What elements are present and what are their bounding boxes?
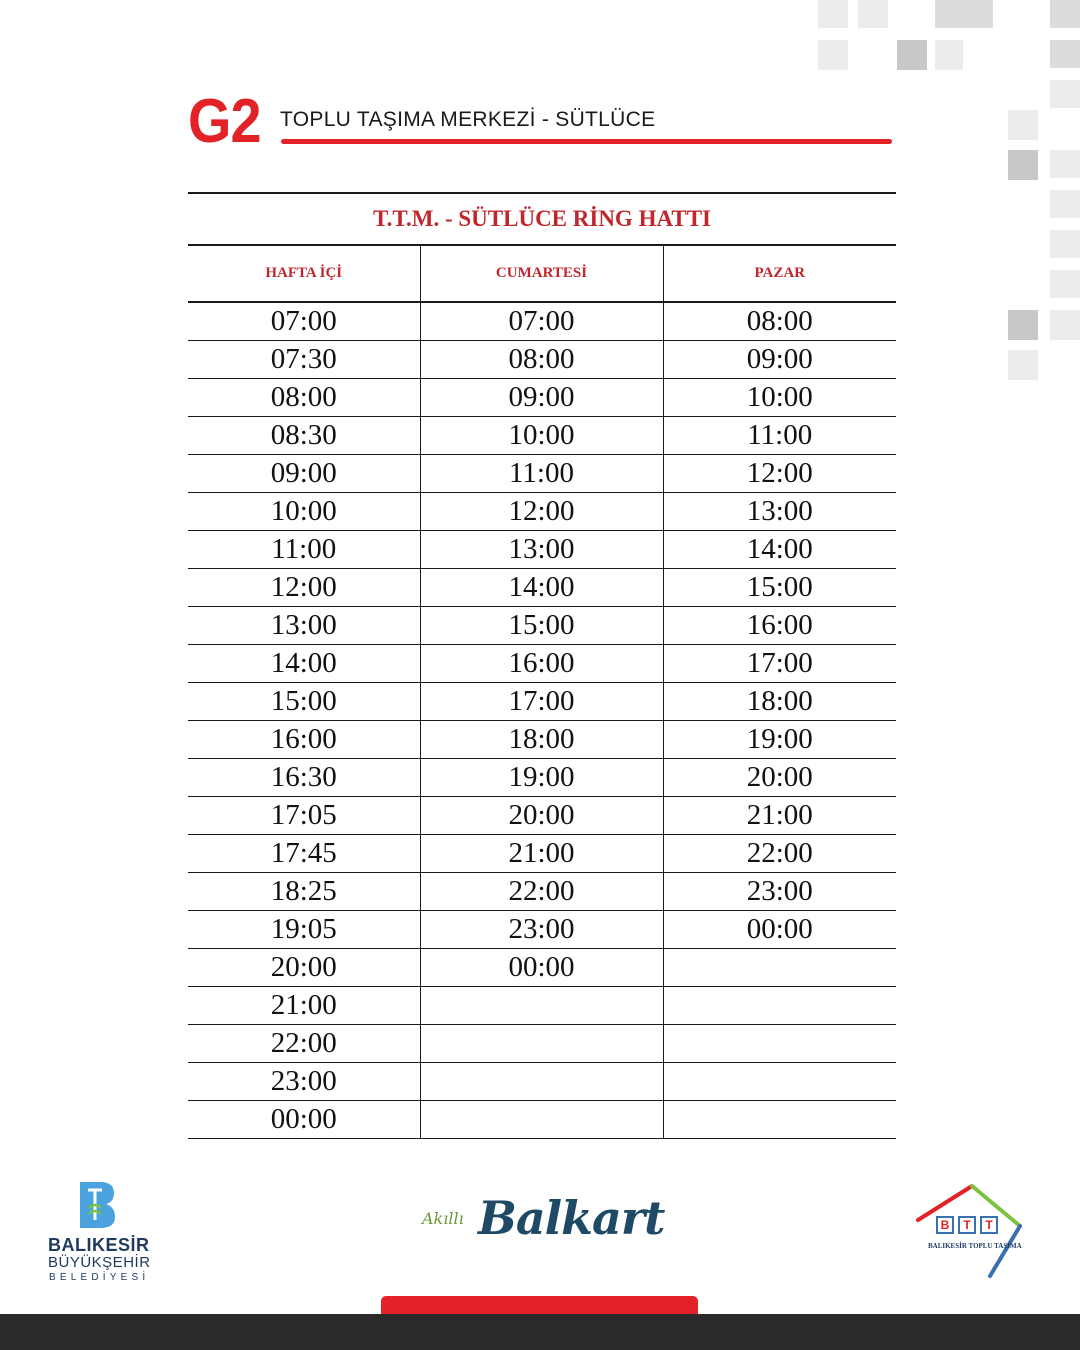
saturday-time: 23:00 <box>420 911 663 949</box>
weekday-time: 16:00 <box>188 721 420 759</box>
weekday-time: 15:00 <box>188 683 420 721</box>
btt-logo <box>912 1180 1027 1280</box>
schedule-row <box>188 873 896 911</box>
bb-logo-line2: BÜYÜKŞEHİR <box>48 1254 151 1271</box>
saturday-time: 10:00 <box>420 417 663 455</box>
bb-logo-line1: BALIKESİR <box>48 1235 150 1255</box>
sunday-time: 08:00 <box>663 302 896 341</box>
sunday-time: 20:00 <box>663 759 896 797</box>
schedule-row <box>188 607 896 645</box>
sunday-time: 00:00 <box>663 911 896 949</box>
balkart-logo-big: Balkart <box>478 1191 665 1245</box>
balikesir-buyuksehir-logo <box>48 1180 158 1290</box>
weekday-time: 17:45 <box>188 835 420 873</box>
schedule-row <box>188 1101 896 1139</box>
schedule-row <box>188 797 896 835</box>
saturday-time: 21:00 <box>420 835 663 873</box>
schedule-row <box>188 949 896 987</box>
schedule-table-container <box>188 192 896 1139</box>
weekday-time: 11:00 <box>188 531 420 569</box>
column-header-sunday: PAZAR <box>663 246 896 302</box>
weekday-time: 08:30 <box>188 417 420 455</box>
btt-letter: T <box>958 1216 976 1234</box>
saturday-time <box>420 1025 663 1063</box>
saturday-time: 19:00 <box>420 759 663 797</box>
schedule-row <box>188 379 896 417</box>
schedule-row <box>188 683 896 721</box>
weekday-time: 21:00 <box>188 987 420 1025</box>
schedule-row <box>188 987 896 1025</box>
footer-bar <box>0 1314 1080 1350</box>
saturday-time: 14:00 <box>420 569 663 607</box>
weekday-time: 12:00 <box>188 569 420 607</box>
weekday-time: 00:00 <box>188 1101 420 1139</box>
schedule-row <box>188 417 896 455</box>
akilli-balkart-logo <box>420 1191 670 1265</box>
saturday-time: 20:00 <box>420 797 663 835</box>
sunday-time: 23:00 <box>663 873 896 911</box>
saturday-time: 16:00 <box>420 645 663 683</box>
sunday-time: 18:00 <box>663 683 896 721</box>
sunday-time: 17:00 <box>663 645 896 683</box>
sunday-time: 09:00 <box>663 341 896 379</box>
schedule-row <box>188 759 896 797</box>
schedule-row <box>188 1025 896 1063</box>
saturday-time: 09:00 <box>420 379 663 417</box>
route-header <box>188 87 894 156</box>
weekday-time: 07:30 <box>188 341 420 379</box>
schedule-title: T.T.M. - SÜTLÜCE RİNG HATTI <box>188 192 896 246</box>
bb-logo-line3: BELEDİYESİ <box>49 1272 150 1283</box>
schedule-row <box>188 455 896 493</box>
saturday-time: 15:00 <box>420 607 663 645</box>
schedule-row <box>188 569 896 607</box>
sunday-time <box>663 1063 896 1101</box>
schedule-row <box>188 835 896 873</box>
saturday-time: 17:00 <box>420 683 663 721</box>
sunday-time <box>663 949 896 987</box>
btt-letter: B <box>936 1216 954 1234</box>
route-code: G2 <box>188 87 261 156</box>
column-header-weekday: HAFTA İÇİ <box>188 246 420 302</box>
weekday-time: 10:00 <box>188 493 420 531</box>
saturday-time <box>420 1063 663 1101</box>
weekday-time: 14:00 <box>188 645 420 683</box>
weekday-time: 08:00 <box>188 379 420 417</box>
schedule-row <box>188 493 896 531</box>
column-header-saturday: CUMARTESİ <box>420 246 663 302</box>
schedule-row <box>188 1063 896 1101</box>
schedule-row <box>188 531 896 569</box>
sunday-time <box>663 1101 896 1139</box>
balkart-logo-small: Akıllı <box>422 1209 464 1228</box>
weekday-time: 20:00 <box>188 949 420 987</box>
sunday-time <box>663 987 896 1025</box>
schedule-table <box>188 246 896 1139</box>
sunday-time: 10:00 <box>663 379 896 417</box>
footer-red-tab <box>381 1296 698 1316</box>
route-underline <box>281 139 892 144</box>
saturday-time: 07:00 <box>420 302 663 341</box>
weekday-time: 17:05 <box>188 797 420 835</box>
schedule-body <box>188 302 896 1139</box>
sunday-time: 15:00 <box>663 569 896 607</box>
saturday-time <box>420 1101 663 1139</box>
weekday-time: 18:25 <box>188 873 420 911</box>
saturday-time: 08:00 <box>420 341 663 379</box>
saturday-time: 13:00 <box>420 531 663 569</box>
sunday-time: 22:00 <box>663 835 896 873</box>
weekday-time: 09:00 <box>188 455 420 493</box>
saturday-time: 00:00 <box>420 949 663 987</box>
sunday-time: 13:00 <box>663 493 896 531</box>
weekday-time: 19:05 <box>188 911 420 949</box>
sunday-time: 11:00 <box>663 417 896 455</box>
saturday-time: 22:00 <box>420 873 663 911</box>
schedule-row <box>188 645 896 683</box>
sunday-time: 16:00 <box>663 607 896 645</box>
weekday-time: 13:00 <box>188 607 420 645</box>
saturday-time: 11:00 <box>420 455 663 493</box>
btt-subtitle: BALIKESİR TOPLU TAŞIMA <box>928 1242 1022 1250</box>
sunday-time: 21:00 <box>663 797 896 835</box>
saturday-time: 18:00 <box>420 721 663 759</box>
saturday-time: 12:00 <box>420 493 663 531</box>
weekday-time: 22:00 <box>188 1025 420 1063</box>
weekday-time: 16:30 <box>188 759 420 797</box>
weekday-time: 23:00 <box>188 1063 420 1101</box>
weekday-time: 07:00 <box>188 302 420 341</box>
route-name: TOPLU TAŞIMA MERKEZİ - SÜTLÜCE <box>280 108 656 131</box>
schedule-row <box>188 302 896 341</box>
schedule-row <box>188 341 896 379</box>
btt-letters <box>936 1216 998 1234</box>
saturday-time <box>420 987 663 1025</box>
sunday-time: 14:00 <box>663 531 896 569</box>
schedule-row <box>188 721 896 759</box>
bb-emblem-icon <box>78 1180 116 1230</box>
schedule-header-row <box>188 246 896 302</box>
sunday-time: 12:00 <box>663 455 896 493</box>
btt-letter: T <box>980 1216 998 1234</box>
sunday-time <box>663 1025 896 1063</box>
sunday-time: 19:00 <box>663 721 896 759</box>
schedule-row <box>188 911 896 949</box>
